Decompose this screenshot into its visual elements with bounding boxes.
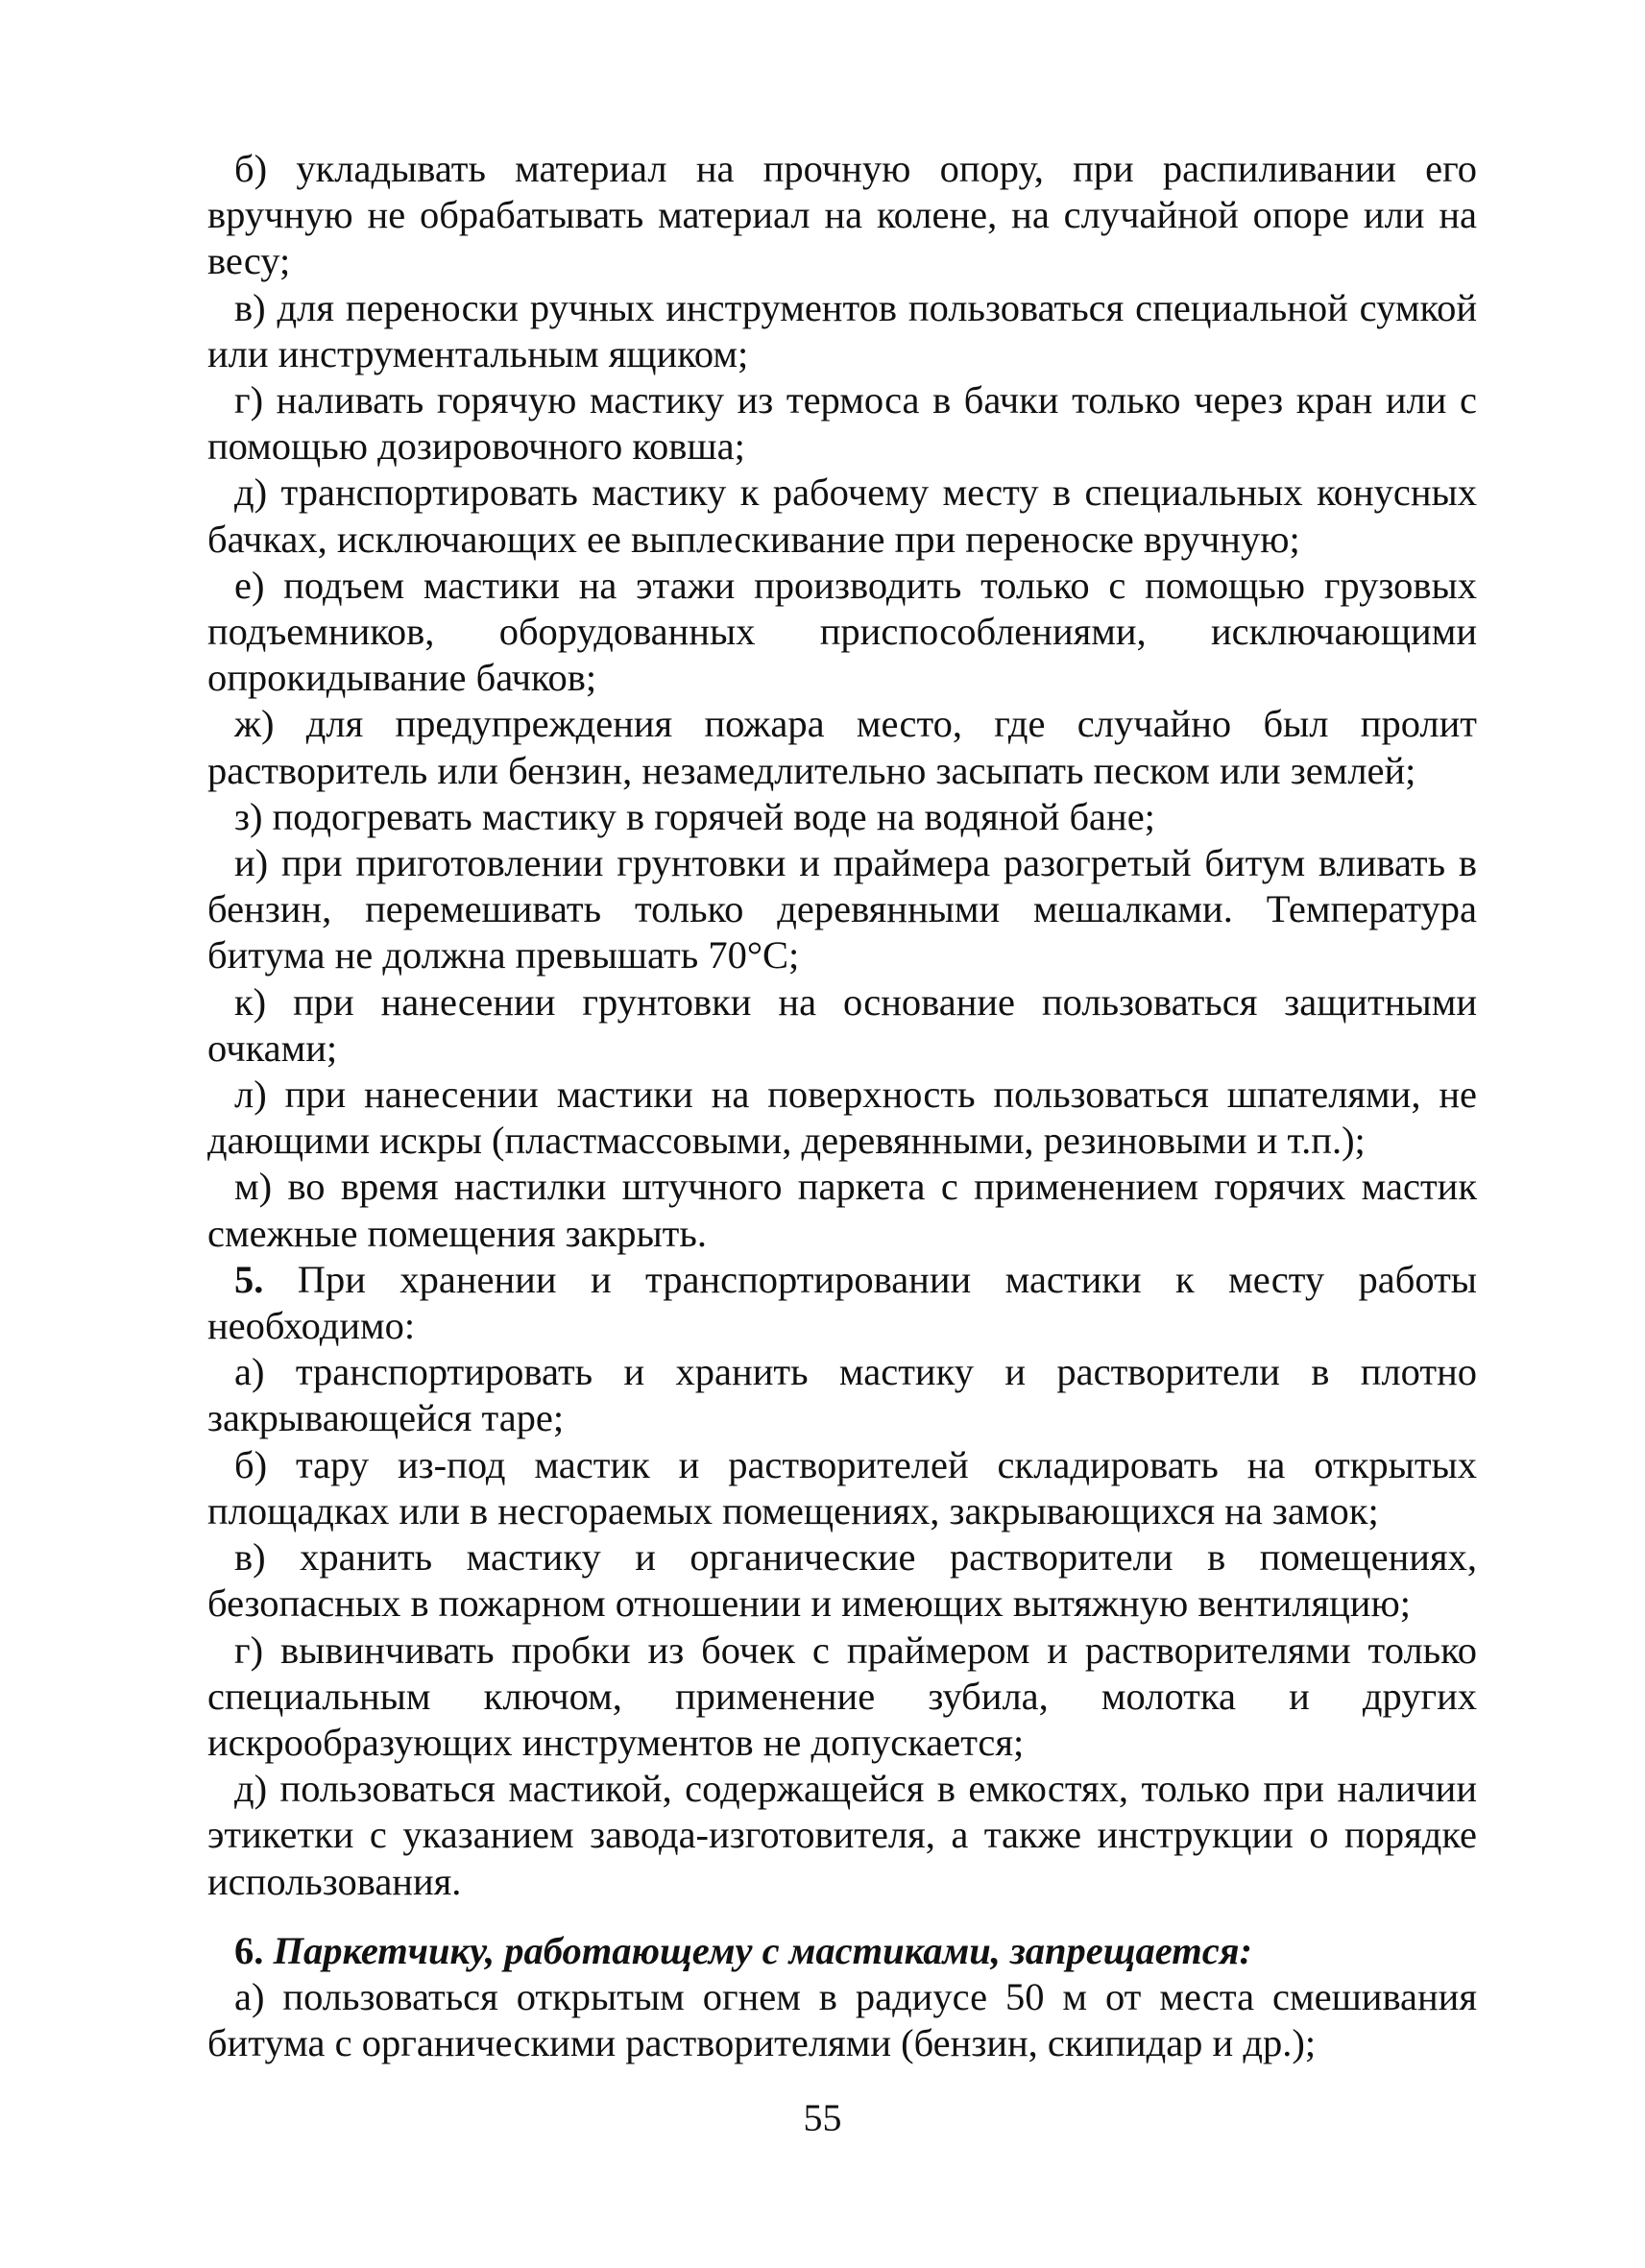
section-5-number: 5. xyxy=(234,1257,264,1301)
section-6-heading xyxy=(207,1928,1477,1974)
paragraph-g: г) наливать горячую мастику из термоса в бачки только через кран или с помощью дозировочного ковша; xyxy=(207,378,1477,469)
section-6-number: 6. xyxy=(234,1928,264,1972)
paragraph-zh: ж) для предупреждения пожара место, где случайно был пролит растворитель или бензин, незамедлительно засыпать песком или землей; xyxy=(207,702,1477,792)
body-text xyxy=(207,146,1477,2066)
paragraph-v: в) для переноски ручных инструментов пользоваться специальной сумкой или инструментальным ящиком; xyxy=(207,285,1477,375)
page-number: 55 xyxy=(803,2096,842,2139)
section-5-item-a: а) транспортировать и хранить мастику и растворители в плотно закрывающейся таре; xyxy=(207,1350,1477,1440)
paragraph-z: з) подогревать мастику в горячей воде на водяной бане; xyxy=(234,794,1155,838)
paragraph-d: д) транспортировать мастику к рабочему месту в специальных конусных бачках, исключающих ее выплескивание при переноске вручную; xyxy=(207,470,1477,561)
paragraph-i: и) при приготовлении грунтовки и праймера разогретый битум вливать в бензин, перемешивать только деревянными мешалками. Температура битума не должна превышать 70°С; xyxy=(207,841,1477,977)
section-5-intro-text: При хранении и транспортировании мастики к месту работы необходимо: xyxy=(207,1257,1478,1348)
section-5-item-d: д) пользоваться мастикой, содержащейся в емкостях, только при наличии этикетки с указанием завода-изготовителя, а также инструкции о порядке использования. xyxy=(207,1767,1477,1903)
paragraph-l: л) при нанесении мастики на поверхность пользоваться шпателями, не дающими искры (пластмассовыми, деревянными, резиновыми и т.п.); xyxy=(207,1073,1477,1163)
section-5-item-g: г) вывинчивать пробки из бочек с праймером и растворителями только специальным ключом, применение зубила, молотка и других искрообразующих инструментов не допускается; xyxy=(207,1628,1477,1764)
paragraph-m: м) во время настилки штучного паркета с применением горячих мастик смежные помещения закрыть. xyxy=(207,1165,1477,1255)
paragraph-e: е) подъем мастики на этажи производить только с помощью грузовых подъемников, оборудованных приспособлениями, исключающими опрокидывание бачков; xyxy=(207,563,1477,700)
section-6-title: Паркетчику, работающему с мастиками, запрещается: xyxy=(273,1928,1253,1972)
section-5-item-b: б) тару из-под мастик и растворителей складировать на открытых площадках или в несгораемых помещениях, закрывающихся на замок; xyxy=(207,1442,1477,1532)
paragraph-k: к) при нанесении грунтовки на основание пользоваться защитными очками; xyxy=(207,979,1477,1070)
section-5-item-v: в) хранить мастику и органические растворители в помещениях, безопасных в пожарном отношении и имеющих вытяжную вентиляцию; xyxy=(207,1535,1477,1626)
section-5-intro xyxy=(207,1257,1477,1349)
section-6-item-a: а) пользоваться открытым огнем в радиусе 50 м от места смешивания битума с органическими растворителями (бензин, скипидар и др.); xyxy=(207,1974,1477,2065)
paragraph-b: б) укладывать материал на прочную опору, при распиливании его вручную не обрабатывать материал на колене, на случайной опоре или на весу; xyxy=(207,147,1477,283)
